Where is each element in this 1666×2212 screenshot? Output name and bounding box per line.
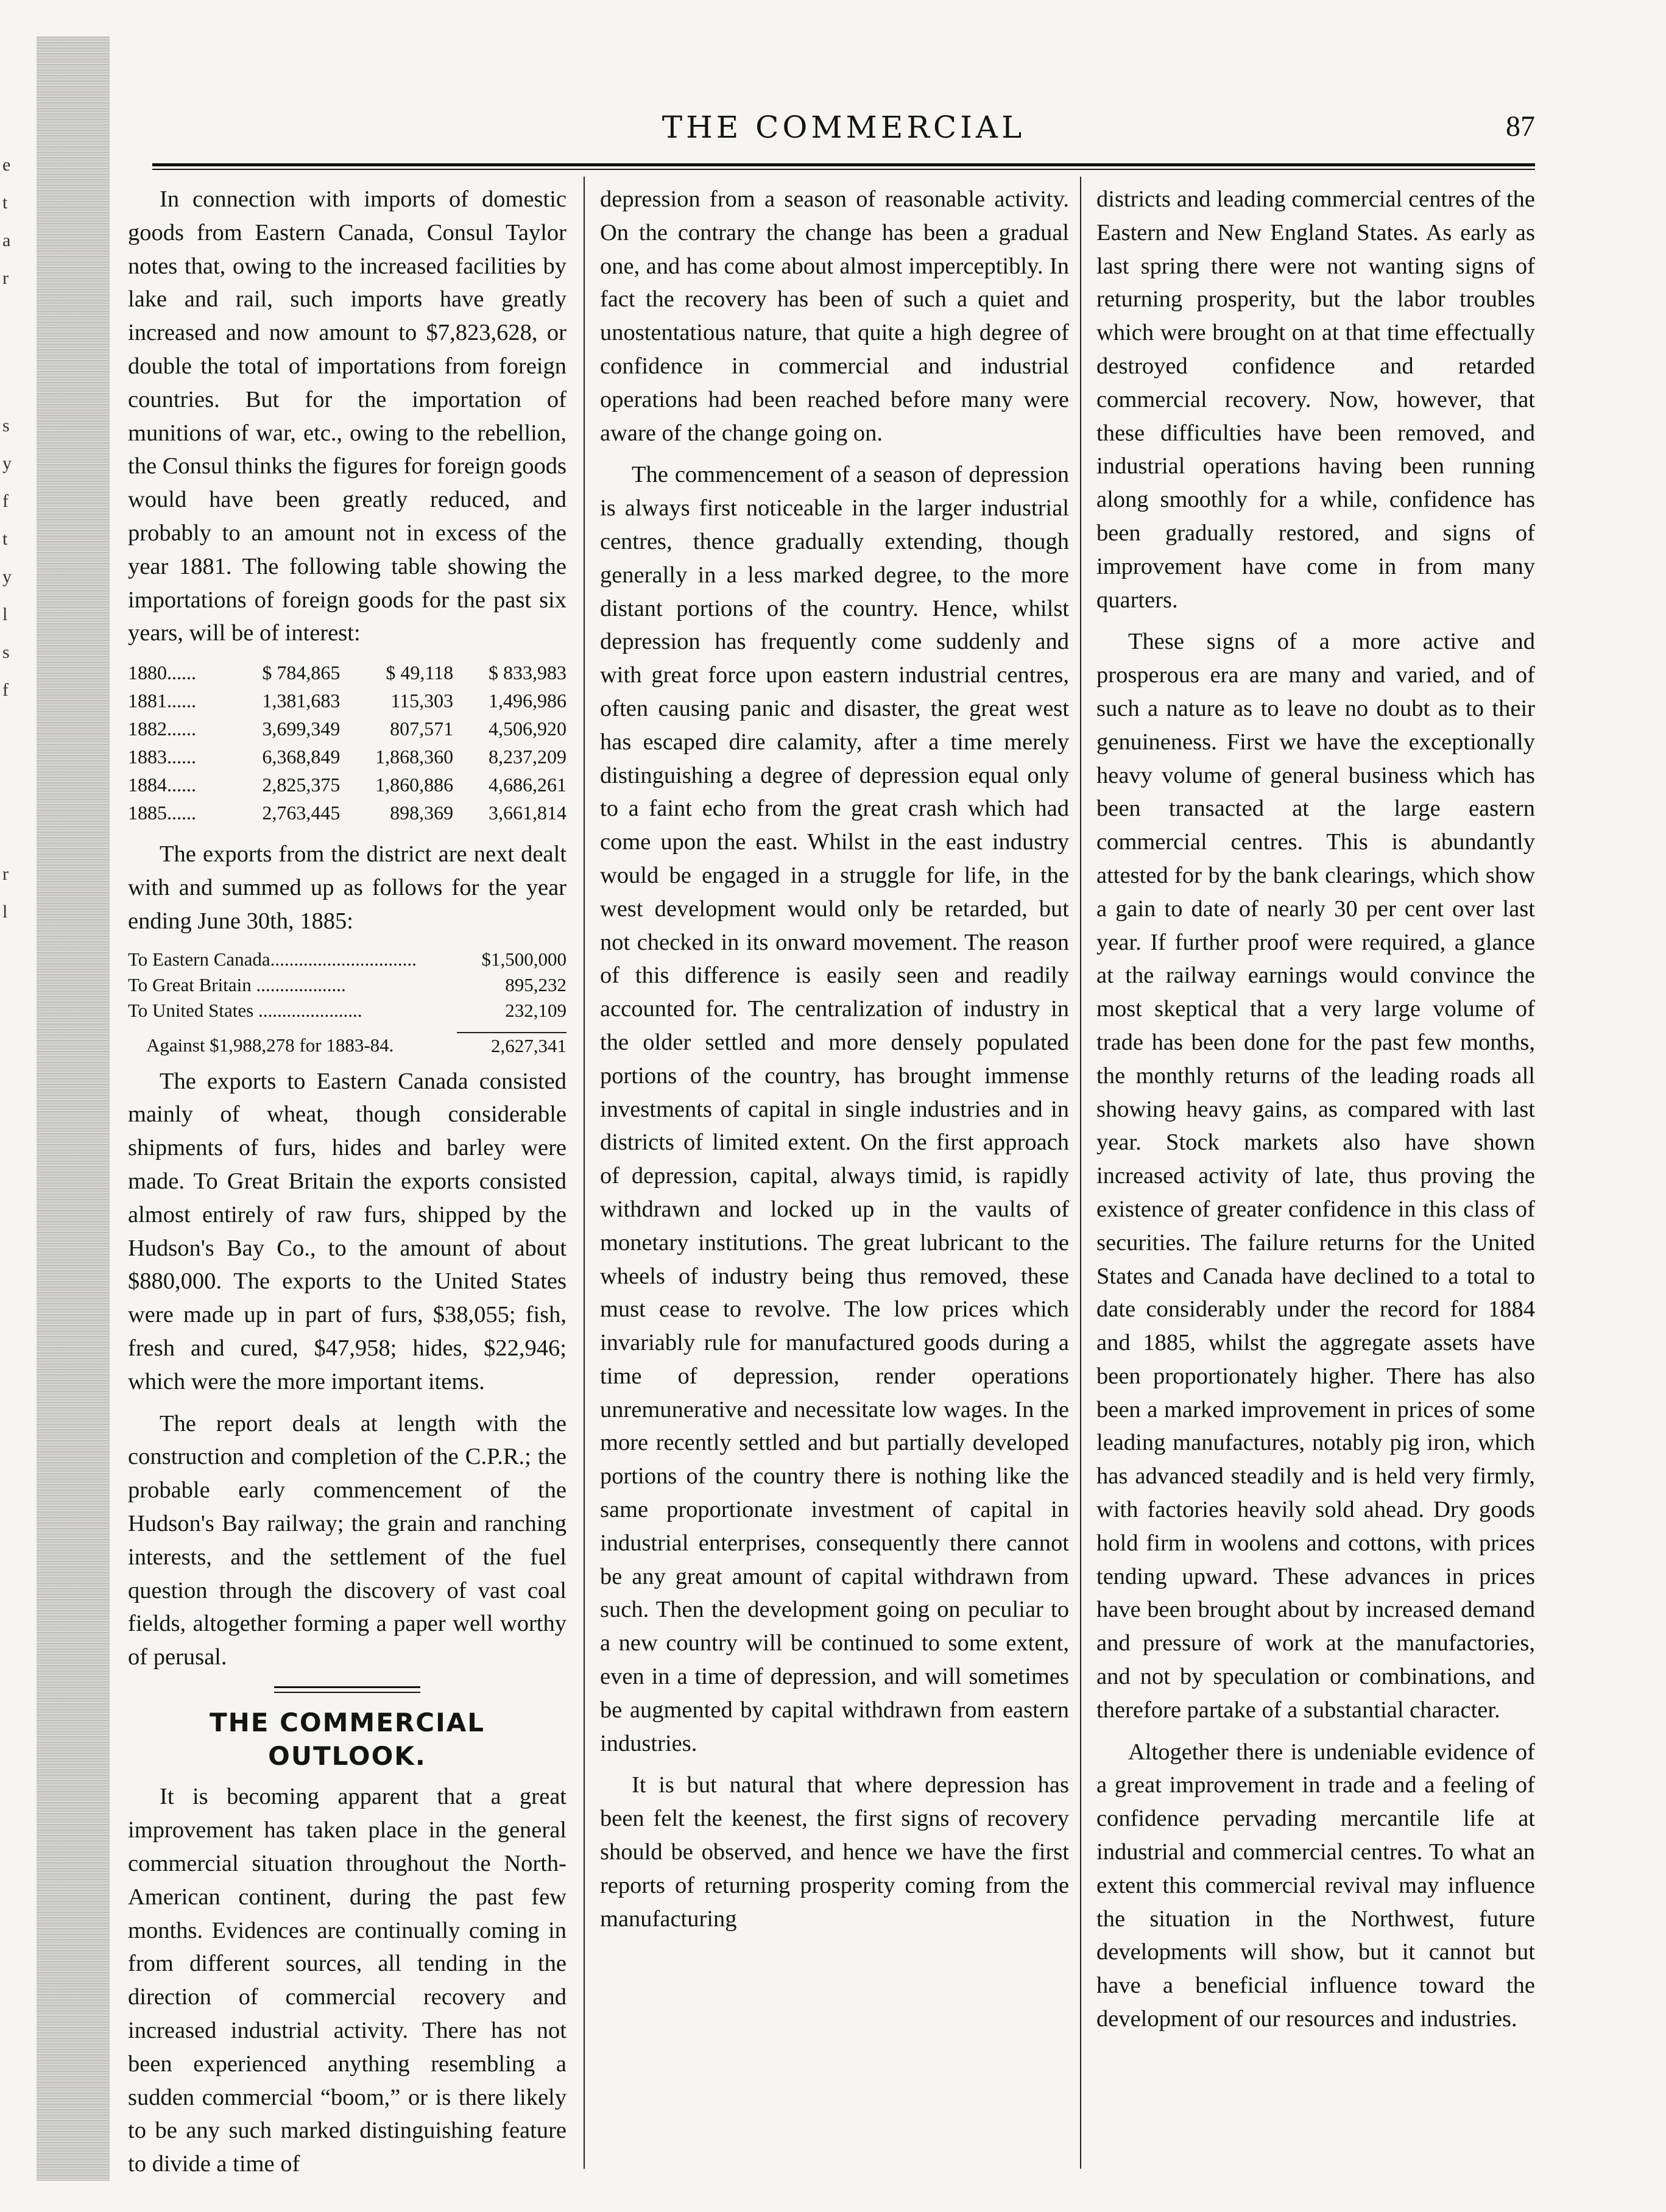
table-cell: 1885...... [128, 802, 196, 824]
table-cell: $ 49,118 [386, 662, 454, 684]
table-cell: 3,699,349 [262, 718, 341, 740]
table-cell: Against $1,988,278 for 1883-84. [146, 1034, 394, 1056]
table-cell: 232,109 [505, 999, 567, 1021]
table-cell: $ 784,865 [262, 662, 341, 684]
table-cell: $1,500,000 [481, 948, 567, 970]
column-3 [1096, 183, 1535, 2044]
section-heading: THE COMMERCIAL OUTLOOK. [210, 1707, 485, 1771]
article-paragraph: The commencement of a season of depression is always first noticeable in the larger industrial centres, thence gradually extending, though generally in a less marked degree, to the more distant portions of the country. Hence, whilst depression has frequently come suddenly and with great force upon eastern industrial centres, often causing panic and disaster, the great west has escaped dire calamity, after a time merely distinguishing a degree of depression equal only to a faint echo from the great crash which had come upon the east. Whilst in the east industry would be engaged in a struggle for life, in the west development would only be retarded, but not checked in its onward movement. The reason of this difference is easily seen and readily accounted for. The centralization of industry in the older settled and more densely populated portions of the country, has brought immense investments of capital in single industries and in districts of limited extent. On the first approach of depression, capital, always timid, is rapidly withdrawn and locked up in the vaults of monetary institutions. The great lubricant to the wheels of industry being thus removed, these must cease to revolve. The low prices which invariably rule for manufactured goods during a time of depression, render operations unremunerative and necessitate low wages. In the more recently settled and but partially developed portions of the country there is nothing like the same proportionate investment of capital in industrial enterprises, consequently there cannot be any great amount of capital withdrawn from such. Then the development going on peculiar to a new country will be continued to some extent, even in a time of depression, and will sometimes be augmented by capital withdrawn from eastern industries. [600, 462, 1069, 1756]
table-row [128, 947, 567, 972]
table-cell: 2,763,445 [262, 802, 341, 824]
page-number: 87 [1506, 110, 1535, 143]
table-cell: To United States ...................... [128, 999, 362, 1021]
margin-char: t [2, 193, 8, 213]
table-row [128, 1023, 567, 1059]
report-paragraph: The report deals at length with the construction and completion of the C.P.R.; the probable early commencement of the Hudson's Bay railway; the grain and ranching interests, and the settlement of the fuel question through the discovery of vast coal fields, altogether forming a paper well worthy of perusal. [128, 1410, 567, 1670]
column-divider [584, 177, 585, 2169]
section-divider [274, 1686, 420, 1693]
table-cell: 1881...... [128, 690, 196, 712]
margin-char: s [2, 415, 10, 436]
page-header [152, 110, 1535, 158]
table-cell: 8,237,209 [489, 746, 567, 768]
table-row [128, 659, 567, 687]
table-cell: 1,868,360 [375, 746, 454, 768]
table-cell: To Eastern Canada............................... [128, 948, 417, 970]
article-paragraph: These signs of a more active and prosperous era are many and varied, and of such a nature as to leave no doubt as to their genuineness. First we have the exceptionally heavy volume of general business which has been transacted at the large eastern commercial centres. This is abundantly attested for by the bank clearings, which show a gain to date of nearly 30 per cent over last year. If further proof were required, a glance at the railway earnings would convince the most skeptical that a very large volume of trade has been done for the past few months, the monthly returns of the leading roads all showing heavy gains, as compared with last year. Stock markets also have shown increased activity of late, thus proving the existence of greater confidence in this class of securities. The failure returns for the United States and Canada have declined to a total to date considerably under the record for 1884 and 1885, whilst the aggregate assets have been proportionately higher. There has also been a marked improvement in prices of some leading manufactures, notably pig iron, which has advanced steadily and is held very firmly, with factories heavily sold ahead. Dry goods hold firm in woolens and cottons, with prices tending upward. These advances in prices have been brought about by increased demand and pressure of work at the manufactories, and not by speculation or combinations, and therefore partake of a substantial character. [1096, 629, 1535, 1723]
table-row [128, 687, 567, 715]
header-rule [152, 163, 1535, 170]
table-row [128, 743, 567, 771]
column-2 [600, 183, 1069, 1944]
imports-paragraph: In connection with imports of domestic goods from Eastern Canada, Consul Taylor notes that, owing to the increased facilities by lake and rail, such imports have greatly increased and now amount to $7,823,628, or double the total of importations from foreign countries. But for the importation of munitions of war, etc., owing to the rebellion, the Consul thinks the figures for foreign goods would have been greatly reduced, and probably to an amount not in excess of the year 1881. The following table showing the importations of foreign goods for the past six years, will be of interest: [128, 186, 567, 646]
margin-char: r [2, 268, 9, 288]
table-row [128, 715, 567, 743]
table-row [128, 972, 567, 998]
table-cell: To Great Britain ................... [128, 973, 346, 995]
table-cell: 895,232 [505, 973, 567, 995]
margin-char: a [2, 230, 11, 250]
table-cell: 898,369 [390, 802, 454, 824]
exports-table [128, 947, 567, 1059]
exports-intro: The exports from the district are next dealt with and summed up as follows for the year ending June 30th, 1885: [128, 841, 567, 934]
imports-table [128, 659, 567, 827]
table-cell: 1880...... [128, 662, 196, 684]
table-cell: 4,506,920 [489, 718, 567, 740]
table-cell: 115,303 [390, 690, 454, 712]
sum-rule [457, 1032, 567, 1033]
table-cell [446, 1023, 567, 1059]
margin-fragments [2, 146, 21, 931]
table-cell: 2,825,375 [262, 774, 341, 796]
margin-char: l [2, 604, 8, 624]
table-row [128, 998, 567, 1023]
table-cell: 1883...... [128, 746, 196, 768]
article-paragraph: It is but natural that where depression has been felt the keenest, the first signs of recovery should be observed, and hence we have the first reports of returning prosperity coming from the manufacturing [600, 1772, 1069, 1932]
article-paragraph: districts and leading commercial centres of the Eastern and New England States. As early as last spring there were not wanting signs of returning prosperity, but the labor troubles which were brought on at that time effectually destroyed confidence and retarded commercial recovery. Now, however, that these difficulties have been removed, and industrial operations having been running along smoothly for a while, confidence has been gradually restored, and signs of improvement have come in from many quarters. [1096, 186, 1535, 613]
margin-char: f [2, 680, 9, 700]
margin-char: t [2, 529, 8, 549]
margin-char: s [2, 642, 10, 662]
column-divider [1080, 177, 1081, 2169]
table-cell: 1,860,886 [375, 774, 454, 796]
total-amount: 2,627,341 [491, 1034, 567, 1056]
margin-char: y [2, 453, 12, 473]
table-cell: 3,661,814 [489, 802, 567, 824]
table-cell: 1882...... [128, 718, 196, 740]
table-cell: 4,686,261 [489, 774, 567, 796]
table-cell: 1,496,986 [489, 690, 567, 712]
running-title: THE COMMERCIAL [662, 110, 1026, 145]
margin-char: l [2, 902, 8, 922]
table-cell: 1,381,683 [262, 690, 341, 712]
scan-shadow-edge [37, 37, 110, 2181]
margin-char: f [2, 491, 9, 511]
table-cell: 1884...... [128, 774, 196, 796]
table-cell: 807,571 [390, 718, 454, 740]
article-paragraph: depression from a season of reasonable activity. On the contrary the change has been a gradual one, and has come about almost imperceptibly. In fact the recovery has been of such a quiet and unostentatious nature, that quite a high degree of confidence in commercial and industrial operations had been reached before many were aware of the change going on. [600, 186, 1069, 446]
table-cell: 6,368,849 [262, 746, 341, 768]
table-row [128, 771, 567, 799]
article-paragraph: Altogether there is undeniable evidence of a great improvement in trade and a feeling of confidence pervading mercantile life at industrial and commercial centres. To what an extent this commercial revival may influence the situation in the Northwest, future developments will show, but it cannot but have a beneficial influence toward the development of our resources and industries. [1096, 1739, 1535, 2032]
exports-paragraph: The exports to Eastern Canada consisted mainly of wheat, though considerable shipments of furs, hides and barley were made. To Great Britain the exports consisted almost entirely of raw furs, shipped by the Hudson's Bay Co., to the amount of about $880,000. The exports to the United States were made up in part of furs, $38,055; fish, fresh and cured, $47,958; hides, $22,946; which were the more important items. [128, 1068, 567, 1394]
table-cell: $ 833,983 [489, 662, 567, 684]
margin-char: r [2, 864, 9, 884]
margin-char: y [2, 567, 12, 587]
margin-char: e [2, 155, 11, 175]
outlook-paragraph: It is becoming apparent that a great improvement has taken place in the general commercial situation throughout the North-American continent, during the past few months. Evidences are continually coming in from different sources, all tending in the direction of commercial recovery and increased industrial activity. There has not been experienced anything resembling a sudden commercial “boom,” or is there likely to be any such marked distinguishing feature to divide a time of [128, 1784, 567, 2177]
table-row [128, 799, 567, 827]
column-1 [128, 183, 567, 2189]
